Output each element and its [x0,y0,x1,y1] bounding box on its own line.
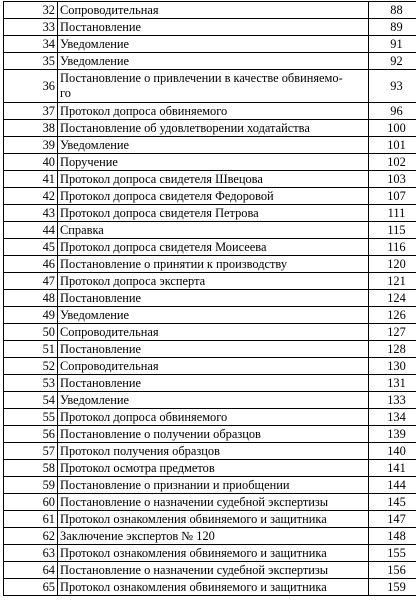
table-row [4,120,416,137]
table-row [4,375,416,392]
table-row [4,2,416,19]
table-row [4,53,416,70]
page-number: 144 [369,477,416,494]
document-title: Постановление о назначении судебной экспертизы [58,562,369,579]
table-row [4,579,416,596]
document-title: Постановление [58,19,369,36]
row-number: 55 [4,409,58,426]
row-number: 65 [4,579,58,596]
page-number: 139 [369,426,416,443]
document-title: Справка [58,222,369,239]
row-number: 42 [4,188,58,205]
document-title: Протокол допроса свидетеля Швецова [58,171,369,188]
table-row [4,103,416,120]
page-number: 88 [369,2,416,19]
row-number: 36 [4,70,58,103]
document-title: Протокол допроса эксперта [58,273,369,290]
table-row [4,511,416,528]
table-row [4,477,416,494]
table-row [4,19,416,36]
page-number: 89 [369,19,416,36]
table-row [4,307,416,324]
row-number: 54 [4,392,58,409]
page-number: 100 [369,120,416,137]
row-number: 37 [4,103,58,120]
page-number: 126 [369,307,416,324]
documents-index-table [3,1,416,596]
page-number: 156 [369,562,416,579]
page-number: 101 [369,137,416,154]
row-number: 61 [4,511,58,528]
page-number: 155 [369,545,416,562]
document-title: Протокол получения образцов [58,443,369,460]
row-number: 34 [4,36,58,53]
document-title-line-1: Постановление о привлечении в качестве обвиняемо- [60,71,343,85]
table-body [4,2,416,596]
page-number: 96 [369,103,416,120]
table-row [4,273,416,290]
table-row [4,290,416,307]
page-number: 111 [369,205,416,222]
row-number: 41 [4,171,58,188]
document-title: Протокол ознакомления обвиняемого и защитника [58,545,369,562]
document-title: Постановление о назначении судебной экспертизы [58,494,369,511]
page-number: 134 [369,409,416,426]
document-title: Протокол ознакомления обвиняемого и защитника [58,511,369,528]
page-number: 147 [369,511,416,528]
table-row [4,36,416,53]
page-number: 103 [369,171,416,188]
page-number: 121 [369,273,416,290]
table-row [4,443,416,460]
page-number: 92 [369,53,416,70]
document-title: Постановление [58,290,369,307]
table-row [4,426,416,443]
row-number: 38 [4,120,58,137]
row-number: 63 [4,545,58,562]
document-title: Сопроводительная [58,324,369,341]
row-number: 47 [4,273,58,290]
document-title: Уведомление [58,307,369,324]
document-title: Протокол допроса обвиняемого [58,409,369,426]
page-number: 124 [369,290,416,307]
document-title: Протокол ознакомления обвиняемого и защитника [58,579,369,596]
row-number: 58 [4,460,58,477]
row-number: 60 [4,494,58,511]
table-row [4,70,416,103]
page-number: 102 [369,154,416,171]
document-title: Постановление [58,341,369,358]
document-title: Протокол допроса свидетеля Петрова [58,205,369,222]
document-title: Протокол допроса свидетеля Федоровой [58,188,369,205]
document-title: Поручение [58,154,369,171]
table-row [4,562,416,579]
row-number: 49 [4,307,58,324]
page-number: 145 [369,494,416,511]
document-title: Сопроводительная [58,2,369,19]
row-number: 39 [4,137,58,154]
document-title: Протокол допроса свидетеля Моисеева [58,239,369,256]
table-row [4,528,416,545]
row-number: 33 [4,19,58,36]
document-title: Уведомление [58,137,369,154]
row-number: 64 [4,562,58,579]
table-row [4,409,416,426]
row-number: 40 [4,154,58,171]
table-row [4,494,416,511]
document-title: Заключение экспертов № 120 [58,528,369,545]
document-title: Постановление о признании и приобщении [58,477,369,494]
page-number: 141 [369,460,416,477]
row-number: 51 [4,341,58,358]
page-number: 127 [369,324,416,341]
row-number: 56 [4,426,58,443]
row-number: 53 [4,375,58,392]
document-title: Протокол допроса обвиняемого [58,103,369,120]
row-number: 48 [4,290,58,307]
page-number: 107 [369,188,416,205]
table-row [4,545,416,562]
table-row [4,392,416,409]
row-number: 43 [4,205,58,222]
page-number: 140 [369,443,416,460]
document-title: Уведомление [58,392,369,409]
table-row [4,256,416,273]
document-title: Уведомление [58,36,369,53]
page-number: 131 [369,375,416,392]
table-row [4,188,416,205]
table-row [4,460,416,477]
row-number: 62 [4,528,58,545]
row-number: 32 [4,2,58,19]
row-number: 45 [4,239,58,256]
row-number: 59 [4,477,58,494]
page-number: 128 [369,341,416,358]
table-row [4,324,416,341]
row-number: 52 [4,358,58,375]
document-title-line-2: го [60,86,71,100]
document-title: Постановление об удовлетворении ходатайства [58,120,369,137]
page-number: 130 [369,358,416,375]
document-title: Постановление о принятии к производству [58,256,369,273]
table-row [4,222,416,239]
row-number: 57 [4,443,58,460]
page-number: 120 [369,256,416,273]
document-title [58,70,369,103]
row-number: 35 [4,53,58,70]
document-title: Постановление [58,375,369,392]
page-number: 133 [369,392,416,409]
document-title: Сопроводительная [58,358,369,375]
document-title: Уведомление [58,53,369,70]
page-number: 159 [369,579,416,596]
document-title: Протокол осмотра предметов [58,460,369,477]
document-title: Постановление о получении образцов [58,426,369,443]
table-row [4,154,416,171]
row-number: 50 [4,324,58,341]
page-number: 91 [369,36,416,53]
table-row [4,239,416,256]
row-number: 44 [4,222,58,239]
page-number: 116 [369,239,416,256]
table-row [4,205,416,222]
page-number: 148 [369,528,416,545]
table-row [4,358,416,375]
row-number: 46 [4,256,58,273]
table-row [4,341,416,358]
page-number: 93 [369,70,416,103]
page-number: 115 [369,222,416,239]
table-row [4,137,416,154]
table-row [4,171,416,188]
